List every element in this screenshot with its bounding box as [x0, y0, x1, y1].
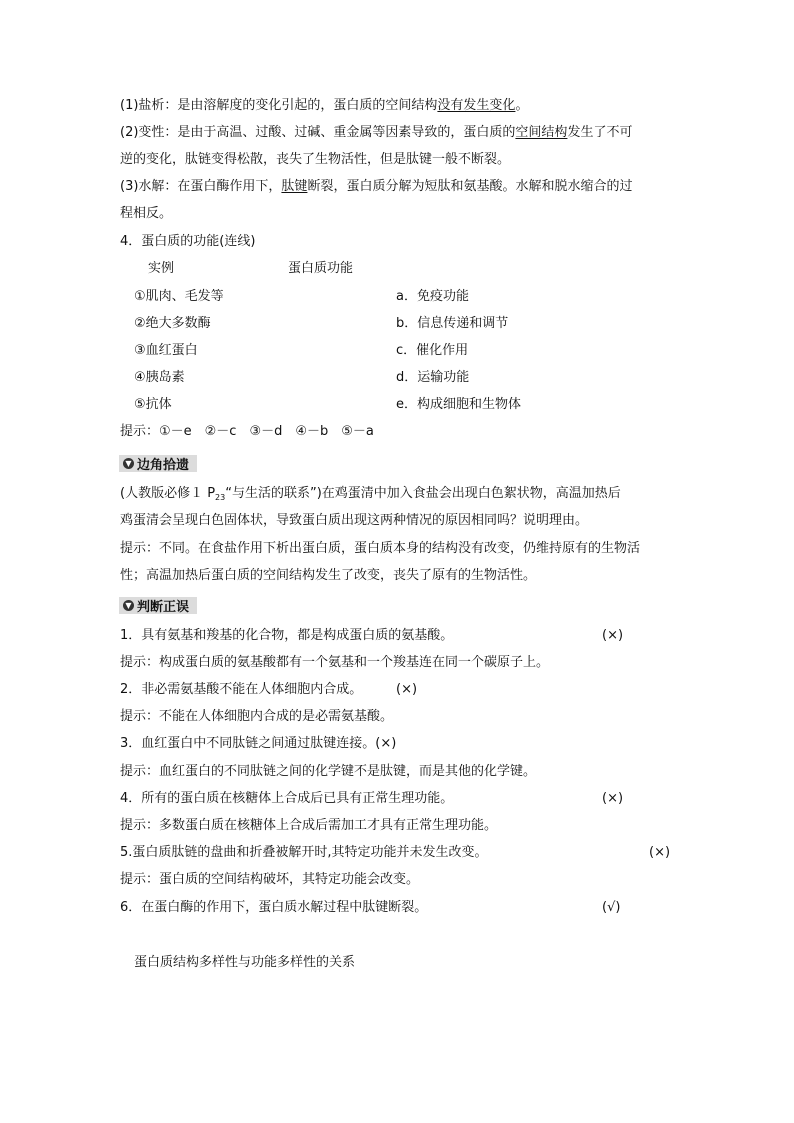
hydrolysis-underlined: 肽键: [281, 179, 308, 194]
judge-hint: 提示：多数蛋白质在核糖体上合成后需加工才具有正常生理功能。: [120, 818, 498, 833]
judge-hint: 提示：不能在人体细胞内合成的是必需氨基酸。: [120, 709, 394, 724]
chevron-down-icon: ▼: [123, 458, 134, 469]
col-function-header: 蛋白质功能: [288, 261, 354, 276]
corner-question-line-1: [120, 485, 621, 504]
page-subscript: 23: [215, 493, 226, 502]
hydrolysis-line-2: 程相反。: [120, 206, 173, 221]
chevron-down-icon: ▼: [123, 600, 134, 611]
denature-line-2: 逆的变化，肽链变得松散，丧失了生物活性，但是肽键一般不断裂。: [120, 152, 511, 167]
denature-line-1: [120, 124, 632, 142]
judge-question: 6．在蛋白酶的作用下，蛋白质水解过程中肽键断裂。: [120, 900, 428, 915]
col-example-header: 实例: [148, 261, 175, 276]
judge-question: 2．非必需氨基酸不能在人体细胞内合成。: [120, 682, 363, 697]
function-item: d．运输功能: [396, 370, 470, 385]
judge-mark: (×): [649, 845, 671, 860]
function-item: e．构成细胞和生物体: [396, 397, 521, 412]
corner-hint-line-1: 提示：不同。在食盐作用下析出蛋白质，蛋白质本身的结构没有改变，仍维持原有的生物活: [120, 541, 641, 556]
judge-question: 3．血红蛋白中不同肽链之间通过肽键连接。(×): [120, 736, 397, 751]
section-heading: 蛋白质结构多样性与功能多样性的关系: [134, 955, 356, 970]
corner-question-text: (人教版必修１ P: [120, 486, 216, 501]
example-item: ⑤抗体: [134, 397, 172, 412]
judge-mark: (×): [602, 628, 624, 643]
example-item: ②绝大多数酶: [134, 316, 211, 331]
judge-mark: (×): [396, 682, 418, 697]
corner-badge-label: 边角拾遗: [137, 458, 190, 473]
judge-hint: 提示：构成蛋白质的氨基酸都有一个氨基和一个羧基连在同一个碳原子上。: [120, 655, 550, 670]
judge-question: 4．所有的蛋白质在核糖体上合成后已具有正常生理功能。: [120, 791, 454, 806]
salting-line: [120, 97, 528, 115]
judge-hint: 提示：蛋白质的空间结构破坏，其特定功能会改变。: [120, 872, 420, 887]
hydrolysis-end: 断裂，蛋白质分解为短肽和氨基酸。水解和脱水缩合的过: [307, 179, 633, 194]
judge-question: 1．具有氨基和羧基的化合物，都是构成蛋白质的氨基酸。: [120, 628, 454, 643]
corner-question-line-2: 鸡蛋清会呈现白色固体状，导致蛋白质出现这两种情况的原因相同吗？说明理由。: [120, 513, 589, 528]
example-item: ③血红蛋白: [134, 343, 198, 358]
judge-hint: 提示：血红蛋白的不同肽链之间的化学键不是肽键，而是其他的化学键。: [120, 764, 537, 779]
judge-mark: (×): [602, 791, 624, 806]
judge-badge: [119, 597, 197, 614]
corner-badge: [119, 455, 197, 472]
hydrolysis-text: (3)水解：在蛋白酶作用下，: [120, 179, 282, 194]
salting-end: 。: [515, 98, 529, 113]
denature-text: (2)变性：是由于高温、过酸、过碱、重金属等因素导致的，蛋白质的: [120, 125, 516, 140]
example-item: ④胰岛素: [134, 370, 185, 385]
function-item: c．催化作用: [396, 343, 469, 358]
function-item: b．信息传递和调节: [396, 316, 509, 331]
judge-mark: (√): [602, 900, 621, 915]
function-item: a．免疫功能: [396, 289, 469, 304]
corner-hint-line-2: 性；高温加热后蛋白质的空间结构发生了改变，丧失了原有的生物活性。: [120, 568, 537, 583]
corner-question-text-rest: “与生活的联系”)在鸡蛋清中加入食盐会出现白色絮状物，高温加热后: [225, 486, 621, 501]
salting-underlined: 没有发生变化: [437, 98, 516, 113]
judge-question: 5.蛋白质肽链的盘曲和折叠被解开时,其特定功能并未发生改变。: [120, 845, 488, 860]
example-item: ①肌肉、毛发等: [134, 289, 224, 304]
salting-text: (1)盐析：是由溶解度的变化引起的，蛋白质的空间结构: [120, 98, 438, 113]
hydrolysis-line-1: [120, 178, 632, 196]
denature-end: 发生了不可: [567, 125, 633, 140]
denature-underlined: 空间结构: [515, 125, 568, 140]
judge-badge-label: 判断正误: [137, 600, 190, 615]
function-hint: 提示：①－e ②－c ③－d ④－b ⑤－a: [120, 424, 374, 439]
function-title: 4．蛋白质的功能(连线): [120, 234, 256, 249]
